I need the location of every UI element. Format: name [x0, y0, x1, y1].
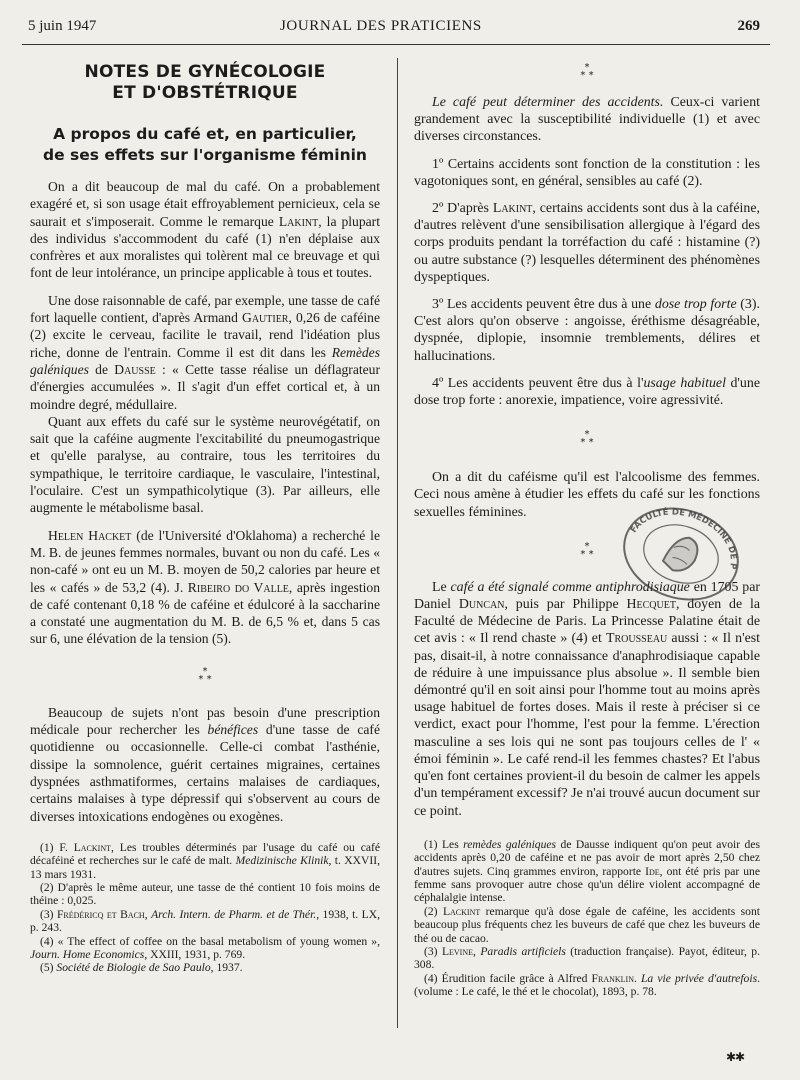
article-title [30, 124, 380, 166]
journal-title: JOURNAL DES PRATICIENS [280, 18, 482, 34]
author-name: Helen Hacket [48, 527, 132, 543]
author-name: Ribeiro do Valle [187, 579, 289, 595]
paragraph-2: Une dose raisonnable de café, par exemple, une tasse de café fort laquelle contient, d'après Armand Gautier, 0,26 de caféine (2) excite le cerveau, facilite le travail, rend l'idéation plus riche, donne de l'entrain. Comme il est dit dans les Remèdes galéniques de Dausse : « Cette tasse réalise un déflagrateur d'énergies accumulées ». Il s'agit d'un effet cortical et, à un moindre degré, médullaire. [30, 292, 380, 412]
footnote-4: (4) « The effect of coffee on the basal metabolism of young women », Journ. Home Economics, XXIII, 1931, p. 769. [30, 934, 380, 962]
article-title-line-1: A propos du café et, en particulier, [53, 125, 357, 143]
footnote-2: (2) D'après le même auteur, une tasse de thé contient 10 fois moins de théine : 0,025. [30, 881, 380, 908]
section-asterism: * * * [198, 665, 212, 685]
footnote-r1: (1) Les remèdes galéniques de Dausse indiquent qu'on peut avoir des accidents après 0,20 de caféine et ne pas avoir de mort après 2,50 chez d'autres sujets. Cinq grammes environ, rapporte Ide, ont été pris par une femme sans provoquer autre chose qu'un délire violent accompagné de céphalalgie intense. [414, 837, 761, 905]
right-footnotes [414, 838, 760, 999]
author-name: Gautier [242, 310, 289, 326]
footnote-r2: (2) Lackint remarque qu'à dose égale de caféine, les accidents sont beaucoup plus fréquents chez les buveurs de café que chez les buveurs de thé ou de cacao. [414, 904, 760, 945]
paragraph-r2: 1º Certains accidents sont fonction de la constitution : les vagotoniques sont, en général, sensibles au café (2). [414, 156, 760, 189]
paragraph-r5: 4º Les accidents peuvent être dus à l'usage habituel d'une dose trop forte : anorexie, impatience, voire agressivité. [414, 375, 760, 409]
author-name: Lakint [492, 201, 533, 217]
left-column [30, 58, 380, 975]
footnote-5: (5) Société de Biologie de Sao Paulo, 1937. [40, 961, 243, 975]
section-title [30, 62, 380, 104]
running-header [28, 18, 760, 40]
header-rule [22, 44, 770, 45]
paragraph-4: Helen Hacket (de l'Université d'Oklahoma) a recherché le M. B. de jeunes femmes normales, buvant ou non du café. Les « non-café » ont eu un M. B. moyen de 50,2 calories par heure et les « cafés » de 53,2 (4). J. Ribeiro do Valle, après ingestion de café contenant 0,18 % de caféine et édulcoré à la saccharine a constaté une augmentation du M. B. de 6,5 % et, dans 5 cas sur 6, une élévation de la tension (5). [30, 527, 380, 647]
section-title-line-1: NOTES DE GYNÉCOLOGIE [84, 62, 326, 82]
section-title-line-2: ET D'OBSTÉTRIQUE [112, 83, 298, 103]
issue-date: 5 juin 1947 [28, 18, 97, 34]
column-rule [397, 58, 398, 1028]
library-stamp-icon [618, 500, 744, 608]
paragraph-5: Beaucoup de sujets n'ont pas besoin d'une prescription médicale pour rechercher les bénéfices d'une tasse de café quotidienne ou occasionnelle. Celle-ci combat l'asthénie, dissipe la somnolence, guérit certaines migraines, certaines dyspnées asthmatiformes, certains malaises de cardiaques, certains malaises à type dépressif qui s'observent au cours de diverses intoxications endogènes ou exogènes. [30, 704, 380, 824]
paragraph-r6: On a dit du caféisme qu'il est l'alcoolisme des femmes. Ceci nous amène à étudier les effets du café sur les fonctions sexuelles féminines. [414, 470, 760, 520]
author-name: Dausse [114, 361, 156, 377]
svg-text:FACULTÉ DE MÉDECINE DE PARIS: FACULTÉ DE MÉDECINE DE PARIS [628, 507, 738, 570]
paragraph-r4: 3º Les accidents peuvent être dus à une dose trop forte (3). C'est alors qu'on observe : angoisse, éréthisme désagréable, dyspnée, diplopie, insomnie tremblements, délires et hallucinations. [414, 297, 760, 364]
footnote-r4: (4) Érudition facile grâce à Alfred Franklin. La vie privée d'autrefois. (volume : Le café, le thé et le chocolat), 1893, p. 78. [414, 971, 760, 999]
section-asterism: * * * [580, 540, 594, 560]
paragraph-3: Quant aux effets du café sur le système neurovégétatif, on sait que la caféine augmente l'excitabilité du pneumogastrique et qu'elle paralyse, au contraire, tous les territoires du sympathique, le territoire cardiaque, le vasculaire, l'intestinal, l'oculaire. C'est un sympathicolytique (3). Par ailleurs, elle augmente le métabolisme basal. [30, 413, 380, 516]
bottom-printer-mark: ✱✱ [726, 1050, 745, 1064]
footnote-1: (1) F. Lackint, Les troubles déterminés par l'usage du café ou café décaféiné et recherches sur le café de malt. Medizinische Klinik, t. XXVII, 13 mars 1931. [30, 840, 380, 881]
paragraph-r3: 2º D'après Lakint, certains accidents sont dus à la caféine, d'autres relèvent d'une sensibilisation allergique à l'égard des corps produits pendant la torréfaction du café : histamine (?) ou autre substance (?) lesquelles déterminent des phénomènes dyspeptiques. [414, 201, 760, 285]
page-number: 269 [737, 18, 760, 34]
paragraph-1: On a dit beaucoup de mal du café. On a probablement exagéré et, si son usage était effroyablement pernicieux, cela se saurait et s'imposerait. Comme le remarque Lakint, la plupart des individus s'accommodent du café (1) n'en déplaise aux confrères et aux moralistes qui tolèrent mal ce breuvage et qui font de leur intolérance, un principe applicable à tous et toutes. [30, 179, 380, 281]
left-footnotes [30, 841, 380, 975]
italic-lead: Le café peut déterminer des accidents. [432, 95, 664, 110]
footnote-r3: (3) Levine, Paradis artificiels (traduction française). Payot, éditeur, p. 308. [414, 944, 761, 972]
section-asterism: * * * [580, 429, 594, 449]
section-asterism: * * * [580, 62, 594, 81]
paragraph-r1: Le café peut déterminer des accidents. Ceux-ci varient grandement avec la susceptibilité individuelle (1) et avec diverses circonstances. [414, 95, 760, 145]
italic-word: bénéfices [207, 722, 259, 738]
footnote-3: (3) Frédéricq et Bach, Arch. Intern. de Pharm. et de Thér., 1938, t. LX, p. 243. [30, 907, 380, 935]
author-name: Lakint [278, 213, 319, 229]
paragraph-r7: Le café a été signalé comme antiphrodisiaque en 1705 par Daniel Duncan, puis par Philippe Hecquet, doyen de la Faculté de Médecine de Paris. La Princesse Palatine était de cet avis : « Il rend chaste » (4) et Trousseau aussi : « Il n'est pas, disait-il, à notre connaissance d'anaphrodisiaque capable de réduire à une impuissance plus absolue ». Il semble bien démontré qu'il en soit ainsi pour l'homme tout au moins après usage habituel de fortes doses. Mais il reste à préciser si ce verdict, exact pour l'homme, l'est pour la femme. L'érection masculine a ses lois qui ne sont pas toujours celles de l' « émoi féminin ». Le café rend-il les femmes chastes? Et l'abus qu'en font certaines provient-il du besoin de calmer les appels d'un tempérament excessif? Je n'ai trouvé aucun document sur ce point. [414, 579, 761, 819]
article-title-line-2: de ses effets sur l'organisme féminin [43, 146, 367, 164]
italic-title: Remèdes galéniques [30, 344, 380, 377]
